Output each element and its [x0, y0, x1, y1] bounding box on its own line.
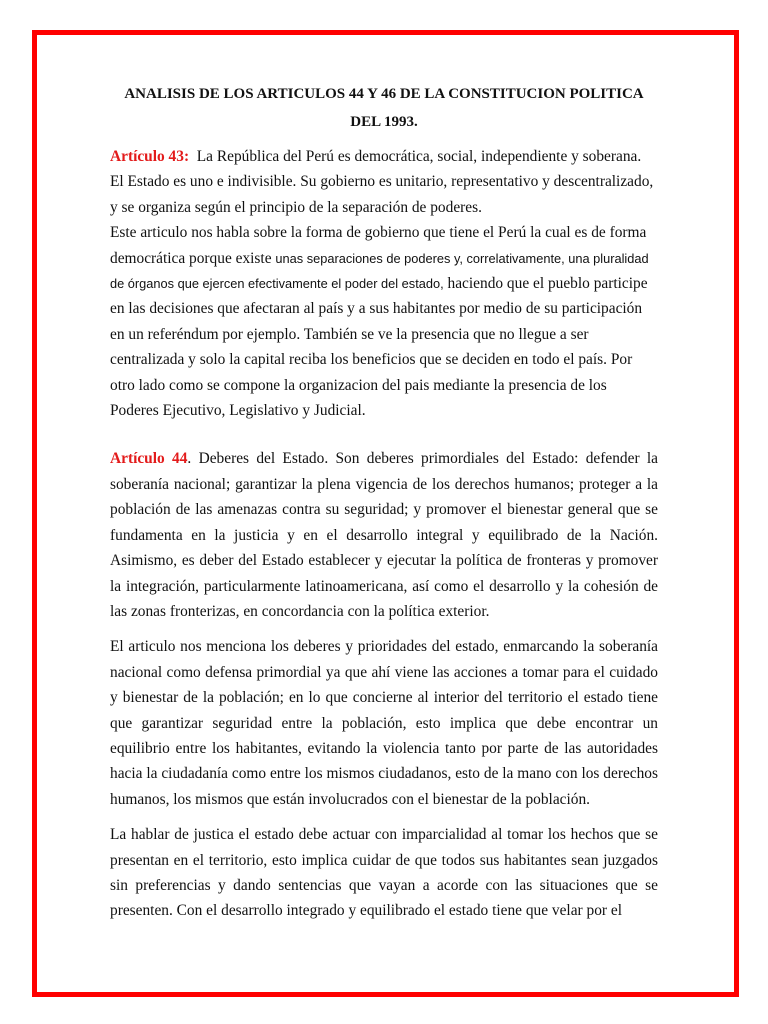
- article-44-dot: .: [187, 450, 192, 468]
- document-title: ANALISIS DE LOS ARTICULOS 44 Y 46 DE LA CONSTITUCION POLITICA DEL 1993.: [124, 86, 644, 130]
- article-43-text: La República del Perú es democrática, social, independiente y soberana. El Estado es uno e indivisible. Su gobierno es unitario, representativo y descentralizado, y se organiza según el principio de la separación de poderes.: [110, 148, 654, 216]
- article-43-paragraph: [110, 144, 658, 220]
- analysis-43-part1: Este articulo nos habla sobre la forma de gobierno que tiene el Perú la cual es de forma democrática porque existe: [110, 224, 647, 267]
- article-44-paragraph: [110, 446, 658, 624]
- document-body: [110, 80, 658, 924]
- article-44-label: Artículo 44: [110, 450, 188, 468]
- article-43-analysis: [110, 220, 658, 423]
- section-spacer: [110, 423, 658, 446]
- article-44-text: Deberes del Estado. Son deberes primordiales del Estado: defender la soberanía nacional; garantizar la plena vigencia de los derechos humanos; proteger a la población de las amenazas contra su seguridad; y promover el bienestar general que se fundamenta en la justicia y en el desarrollo integral y equilibrado de la Nación. Asimismo, es deber del Estado establecer y ejecutar la política de fronteras y promover la integración, particularmente latinoamericana, así como el desarrollo y la cohesión de las zonas fronterizas, en concordancia con la política exterior.: [110, 450, 658, 620]
- paragraph-spacer: [110, 812, 658, 822]
- article-43-label: Artículo 43:: [110, 148, 190, 165]
- analysis-43-part3: haciendo que el pueblo participe en las decisiones que afectaran al país y a sus habitantes por medio de su participación en un referéndum por ejemplo. También se ve la presencia que no llegue a ser centralizada y solo la capital reciba los beneficios que se deciden en todo el país. Por otro lado como se compone la organizacion del pais mediante la presencia de los Poderes Ejecutivo, Legislativo y Judicial.: [110, 275, 648, 420]
- article-44-analysis-paragraph-2: La hablar de justica el estado debe actuar con imparcialidad al tomar los hechos que se presentan en el territorio, esto implica cuidar de que todos sus habitantes sean juzgados sin preferencias y dando sentencias que vayan a acorde con las situaciones que se presenten. Con el desarrollo integrado y equilibrado el estado tiene que velar por el: [110, 826, 658, 920]
- article-44-analysis-paragraph-1: El articulo nos menciona los deberes y prioridades del estado, enmarcando la soberanía nacional como defensa primordial ya que ahí viene las acciones a tomar para el cuidado y bienestar de la población; en lo que concierne al interior del territorio el estado tiene que garantizar seguridad entre la población, esto implica que debe encontrar un equilibrio entre los habitantes, evitando la violencia tanto por parte de las autoridades hacia la ciudadanía como entre los mismos ciudadanos, esto de la mano con los derechos humanos, los mismos que están involucrados con el bienestar de la población.: [110, 638, 658, 808]
- analysis-43-part2: unas separaciones de poderes y, correlativamente, una pluralidad de órganos que ejercen efectivamente el poder del estado,: [110, 250, 649, 292]
- paragraph-spacer: [110, 624, 658, 634]
